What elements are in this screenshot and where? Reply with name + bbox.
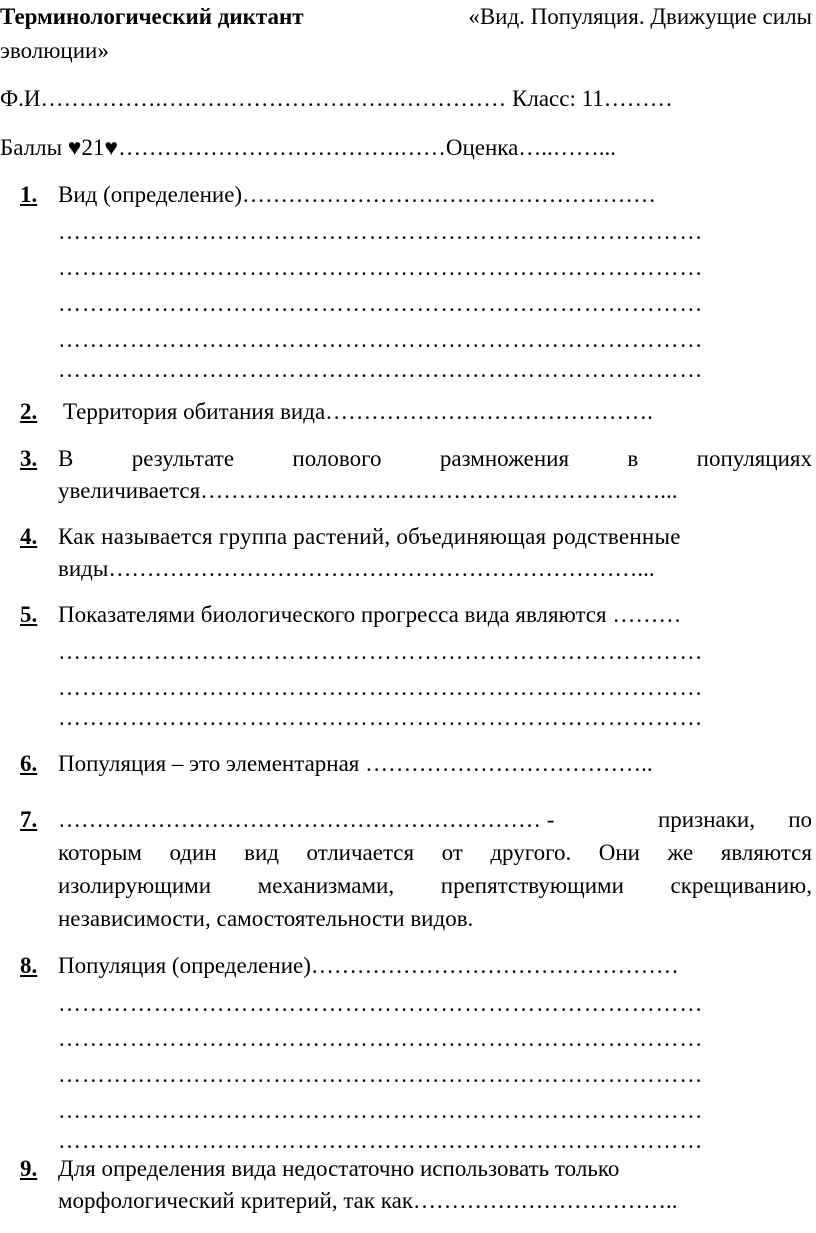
question-number: 8. — [20, 953, 38, 978]
answer-line: ……………………………………………………………………… — [58, 357, 704, 382]
word: размножения — [439, 446, 570, 471]
answer-line: ……………………………………………………………………… — [58, 675, 704, 700]
word: по — [788, 807, 812, 832]
answer-line: ……………………………………………………………………… — [58, 219, 704, 244]
question-number: 7. — [20, 807, 38, 832]
word: являются — [720, 840, 812, 865]
question-number: 3. — [20, 446, 38, 471]
question-number: 9. — [20, 1156, 38, 1181]
answer-line: ……………………………………………………………………… — [58, 639, 704, 664]
question-7-lead-rest — [658, 805, 812, 835]
question-number: 4. — [20, 524, 38, 549]
word: признаки, — [658, 807, 755, 832]
word: в — [627, 446, 639, 471]
word: которым — [58, 840, 142, 865]
word: результате — [131, 446, 235, 471]
question-7-lead: ……………………………………………………… - — [58, 807, 555, 832]
answer-line: ……………………………………………………………………… — [58, 1062, 704, 1087]
word: Они — [598, 840, 640, 865]
word: другого. — [490, 840, 572, 865]
question-9-text: Для определения вида недостаточно использовать только — [58, 1156, 620, 1181]
word: отличается — [306, 840, 415, 865]
question-7-line-3 — [58, 871, 812, 901]
answer-line: ……………………………………………………………………… — [58, 1128, 704, 1153]
word: препятствующими — [440, 873, 624, 898]
question-4-line-2: виды……………………………………………………………... — [58, 556, 655, 581]
word: механизмами, — [257, 873, 395, 898]
question-6-text: Популяция – это элементарная ……………………………….. — [58, 751, 653, 776]
word: популяциях — [696, 446, 812, 471]
question-number: 5. — [20, 602, 38, 627]
question-4-text: Как называется группа растений, объединяющая родственные — [58, 524, 681, 549]
question-9-line-2: морфологический критерий, так как…………………………….. — [58, 1188, 678, 1213]
answer-line: ……………………………………………………………………… — [58, 255, 704, 280]
question-8-text: Популяция (определение)………………………………………… — [58, 953, 679, 978]
answer-line: ……………………………………………………………………… — [58, 1026, 704, 1051]
question-7-line-2 — [58, 838, 812, 868]
answer-line: ……………………………………………………………………… — [58, 327, 704, 352]
title-bold: Терминологический диктант — [0, 4, 304, 29]
answer-line: ……………………………………………………………………… — [58, 1098, 704, 1123]
question-number: 1. — [20, 182, 38, 207]
question-3-line-2: увеличивается……………………………………………………... — [58, 478, 678, 503]
score-grade-line: Баллы ♥21♥……………………………….……Оценка…..……... — [0, 135, 617, 160]
question-number: 2. — [20, 399, 38, 424]
answer-line: ……………………………………………………………………… — [58, 991, 704, 1016]
word: один — [169, 840, 217, 865]
title-line-2: эволюции» — [0, 38, 109, 63]
word: В — [58, 446, 74, 471]
word: вид — [244, 840, 280, 865]
word: изолирующими — [58, 873, 212, 898]
answer-line: ……………………………………………………………………… — [58, 705, 704, 730]
word: скрещиванию, — [670, 873, 812, 898]
word: полового — [292, 446, 382, 471]
question-7-line-4: независимости, самостоятельности видов. — [58, 906, 474, 931]
question-1-text: Вид (определение)……………………………………………… — [58, 182, 657, 207]
title-rest: «Вид. Популяция. Движущие силы — [468, 4, 812, 29]
title-line-1 — [0, 2, 816, 32]
name-class-line: Ф.И…………….……………………………………… Класс: 11……… — [0, 86, 673, 111]
word: же — [667, 840, 694, 865]
answer-line: ……………………………………………………………………… — [58, 291, 704, 316]
question-3-line-1 — [58, 444, 812, 474]
question-number: 6. — [20, 751, 38, 776]
question-5-text: Показателями биологического прогресса вида являются ……… — [58, 602, 682, 627]
word: от — [441, 840, 463, 865]
question-2-text: Территория обитания вида……………………………………. — [63, 399, 653, 424]
